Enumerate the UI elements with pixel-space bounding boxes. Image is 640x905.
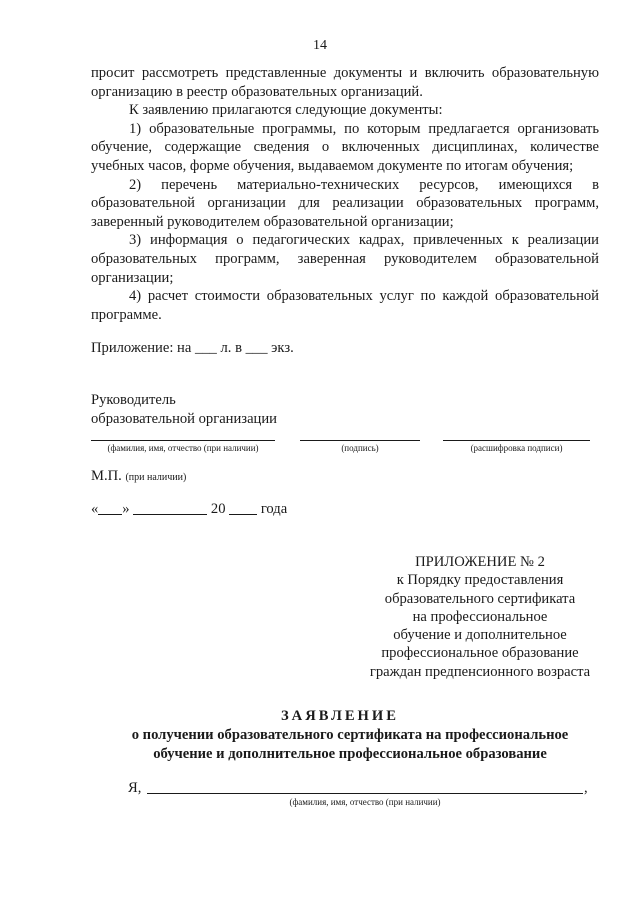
- name-caption: (фамилия, имя, отчество (при наличии): [107, 443, 259, 453]
- annex-line-2: к Порядку предоставления: [396, 572, 564, 589]
- body-text: [91, 64, 599, 324]
- signature-decode-blank-line[interactable]: [443, 426, 590, 441]
- applicant-comma: ,: [584, 780, 588, 796]
- signature-decode-caption: (расшифровка подписи): [470, 443, 563, 453]
- stamp-note: (при наличии): [125, 472, 187, 483]
- signatory-title-line1: Руководитель: [91, 392, 176, 408]
- applicant-prefix: Я,: [128, 780, 142, 796]
- annex-line-4: на профессиональное: [412, 608, 548, 625]
- signature-field[interactable]: [300, 426, 420, 460]
- annex-number: ПРИЛОЖЕНИЕ № 2: [415, 554, 545, 570]
- signature-caption: (подпись): [341, 443, 379, 453]
- annex-line-7: граждан предпенсионного возраста: [369, 663, 591, 680]
- date-suffix: года: [260, 501, 288, 517]
- date-close-quote: »: [122, 501, 130, 517]
- application-title: ЗАЯВЛЕНИЕ: [280, 708, 399, 724]
- month-blank[interactable]: [133, 501, 207, 515]
- paragraph-attachments-intro: К заявлению прилагаются следующие документы:: [129, 102, 443, 119]
- appendix-line: Приложение: на ___ л. в ___ экз.: [91, 340, 294, 356]
- name-blank-line[interactable]: [91, 426, 275, 441]
- day-blank[interactable]: [98, 501, 122, 515]
- application-subtitle-line1: о получении образовательного сертификата на профессиональное: [131, 727, 569, 743]
- stamp-label: М.П.: [91, 468, 122, 484]
- stamp-place: [91, 468, 186, 485]
- applicant-name-caption: (фамилия, имя, отчество (при наличии): [289, 797, 441, 807]
- paragraph-request: просит рассмотреть представленные документы и включить образовательную организацию в реестр образовательных организаций.: [91, 65, 599, 100]
- signatory-title-line2: образовательной организации: [91, 411, 277, 427]
- date-line: [91, 501, 287, 518]
- date-open-quote: «: [91, 501, 99, 517]
- annex-header: [360, 553, 600, 681]
- year-blank[interactable]: [229, 501, 257, 515]
- list-item-resources: 2) перечень материально-технических ресурсов, имеющихся в образовательной организации для реализации образовательных программ, заверенный руководителем образовательной организации;: [91, 176, 599, 230]
- signatory-title: [91, 391, 277, 429]
- list-item-cost: 4) расчет стоимости образовательных услуг по каждой образовательной программе.: [91, 288, 599, 323]
- list-item-staff: 3) информация о педагогических кадрах, привлеченных к реализации образовательных программ, заверенная руководителем образовательной организации;: [91, 232, 599, 286]
- application-subtitle-line2: обучение и дополнительное профессиональное образование: [153, 745, 547, 762]
- name-field[interactable]: [91, 426, 275, 460]
- annex-line-5: обучение и дополнительное: [393, 627, 567, 644]
- applicant-name-field[interactable]: [147, 793, 583, 794]
- application-subtitle: [100, 726, 600, 763]
- annex-line-3: образовательного сертификата: [384, 590, 576, 607]
- list-item-programs: 1) образовательные программы, по которым предлагается организовать обучение, содержащие сведения о включенных дисциплинах, количестве учебных часов, форме обучения, выдаваемом документе по итогам обучения;: [91, 120, 599, 174]
- page-number: 14: [313, 38, 327, 53]
- date-century: 20: [210, 501, 226, 517]
- annex-line-6: профессиональное образование: [381, 645, 579, 662]
- signature-blank-line[interactable]: [300, 426, 420, 441]
- signature-decode-field[interactable]: [443, 426, 590, 460]
